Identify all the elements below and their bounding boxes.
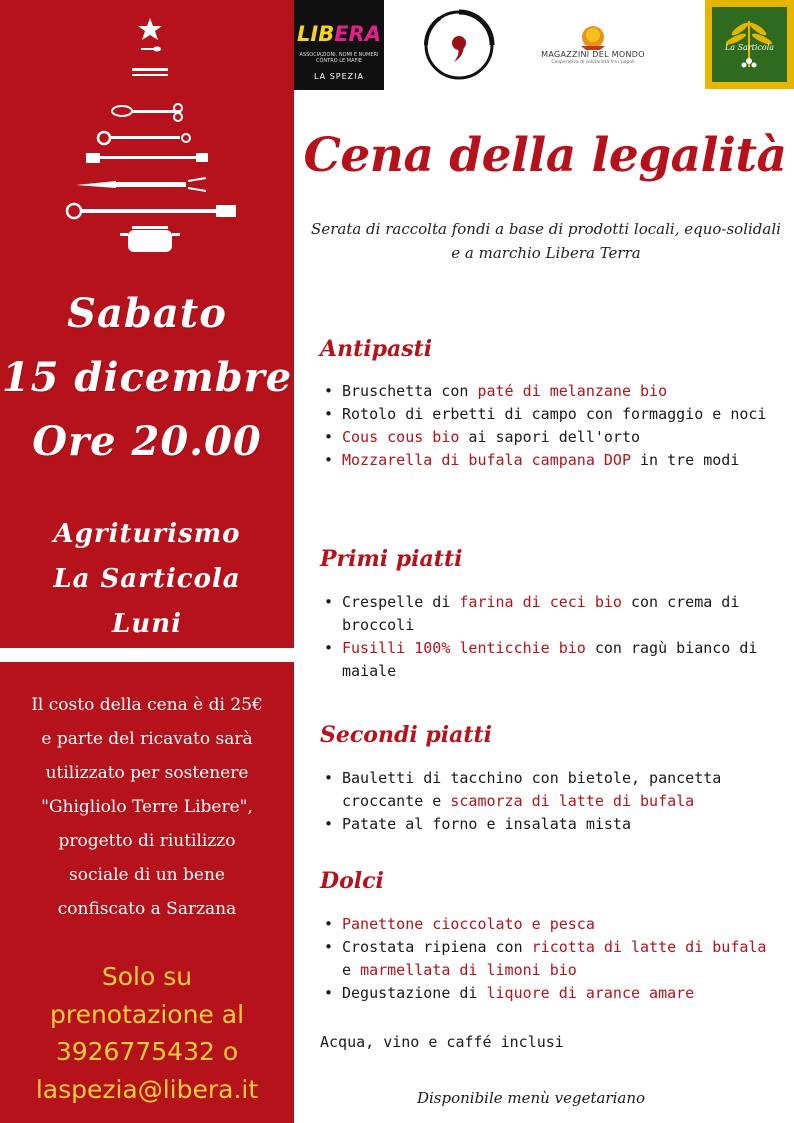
menu-item-text: Degustazione di xyxy=(342,984,487,1002)
menu-list-dolci xyxy=(320,913,772,1005)
magazzini-name: MAGAZZINI DEL MONDO xyxy=(541,50,645,59)
libera-tagline: ASSOCIAZIONI, NOMI E NUMERI CONTRO LE MAFIE xyxy=(299,52,379,64)
cost-line: confiscato a Sarzana xyxy=(57,899,237,919)
event-time: Ore 20.00 xyxy=(32,418,262,465)
cost-line: e parte del ricavato sarà xyxy=(41,729,253,749)
menu-list-primi xyxy=(320,591,772,683)
event-date-time xyxy=(0,282,294,474)
menu-item-text: ai sapori dell'orto xyxy=(459,428,641,446)
libera-wordmark: LIBERA xyxy=(297,22,381,46)
libera-logo xyxy=(294,0,384,90)
booking-email[interactable]: laspezia@libera.it xyxy=(35,1074,259,1104)
drinks-included-note: Acqua, vino e caffé inclusi xyxy=(320,1033,564,1051)
menu-item xyxy=(342,380,772,403)
menu-item xyxy=(342,591,772,637)
menu-item-text: Crostata ripiena con xyxy=(342,938,532,956)
menu-item-highlight: Cous cous bio xyxy=(342,428,460,446)
menu-item-text: in tre modi xyxy=(630,451,740,469)
menu-item xyxy=(342,403,772,426)
cost-line: utilizzato per sostenere xyxy=(45,763,249,783)
menu-item xyxy=(342,813,772,836)
menu-item-highlight: paté di melanzane bio xyxy=(477,382,668,400)
menu-item-text: Bauletti di tacchino con bietole, pancetta croccante e xyxy=(342,769,722,810)
star-icon xyxy=(138,18,162,40)
section-heading-dolci: Dolci xyxy=(320,868,384,894)
menu-item xyxy=(342,426,772,449)
venue-line: Agriturismo xyxy=(53,519,241,549)
booking-line: prenotazione al xyxy=(49,999,245,1029)
booking-phone[interactable]: 3926775432 o xyxy=(55,1037,239,1066)
menu-item-highlight: Mozzarella di bufala campana DOP xyxy=(342,451,631,469)
libera-city: LA SPEZIA xyxy=(314,72,364,81)
la-sarticola-logo-inner xyxy=(712,7,787,82)
menu-item-text: e xyxy=(342,961,361,979)
menu-item-highlight: Fusilli 100% lenticchie bio xyxy=(342,639,586,657)
event-day: Sabato xyxy=(67,290,227,337)
menu-item xyxy=(342,449,772,472)
la-sarticola-logo xyxy=(705,0,794,89)
booking-info xyxy=(0,958,294,1108)
cost-line: sociale di un bene xyxy=(69,865,225,885)
la-sarticola-logo-text: La Sarticola xyxy=(724,43,775,52)
menu-item-highlight: Panettone cioccolato e pesca xyxy=(342,915,595,933)
event-venue xyxy=(0,512,294,647)
section-heading-primi: Primi piatti xyxy=(320,546,463,572)
section-heading-antipasti: Antipasti xyxy=(320,336,433,362)
menu-item xyxy=(342,936,772,982)
sun-logo-icon xyxy=(538,20,648,50)
menu-item xyxy=(342,767,772,813)
menu-item xyxy=(342,637,772,683)
menu-item-text: con ragù bianco di maiale xyxy=(342,639,758,680)
menu-list-secondi xyxy=(320,767,772,836)
page-subtitle: Serata di raccolta fondi a base di prodotti locali, equo-solidali e a marchio Libera Terra xyxy=(311,220,781,262)
booking-line: Solo su xyxy=(101,962,193,991)
venue-line: Luni xyxy=(112,609,182,639)
menu-item-highlight: marmellata di limoni bio xyxy=(360,961,577,979)
page-title: Cena della legalità xyxy=(303,128,787,183)
cost-line: Il costo della cena è di 25€ xyxy=(31,695,263,715)
menu-item xyxy=(342,982,772,1005)
magazzini-del-mondo-logo xyxy=(538,20,648,80)
kitchen-utensils-tree-icon xyxy=(56,10,246,260)
vegetarian-menu-note: Disponibile menù vegetariano xyxy=(416,1089,646,1107)
menu-item-text: Patate al forno e insalata mista xyxy=(342,815,631,833)
menu-list-antipasti xyxy=(320,380,772,472)
menu-item-highlight: liquore di arance amare xyxy=(486,984,695,1002)
menu-item-highlight: farina di ceci bio xyxy=(459,593,622,611)
menu-item-highlight: scamorza di latte di bufala xyxy=(450,792,695,810)
event-date: 15 dicembre xyxy=(1,354,293,401)
pot-icon xyxy=(120,226,180,252)
menu-item-highlight: ricotta di latte di bufala xyxy=(531,938,767,956)
cost-info xyxy=(6,688,288,926)
section-heading-secondi: Secondi piatti xyxy=(320,722,493,748)
menu-item-text: con crema di broccoli xyxy=(342,593,740,634)
cost-line: progetto di riutilizzo xyxy=(58,831,236,851)
menu-item xyxy=(342,913,772,936)
menu-item-text: Rotolo di erbetti di campo con formaggio e noci xyxy=(342,405,767,423)
menu-item-text: Crespelle di xyxy=(342,593,460,611)
magazzini-subtitle: Cooperativa di solidarietà fra i popoli xyxy=(551,60,635,65)
menu-item-text: Bruschetta con xyxy=(342,382,478,400)
venue-line: La Sarticola xyxy=(53,564,241,594)
comma-logo-icon xyxy=(420,6,498,84)
cost-line: "Ghigliolo Terre Libere", xyxy=(41,797,253,817)
